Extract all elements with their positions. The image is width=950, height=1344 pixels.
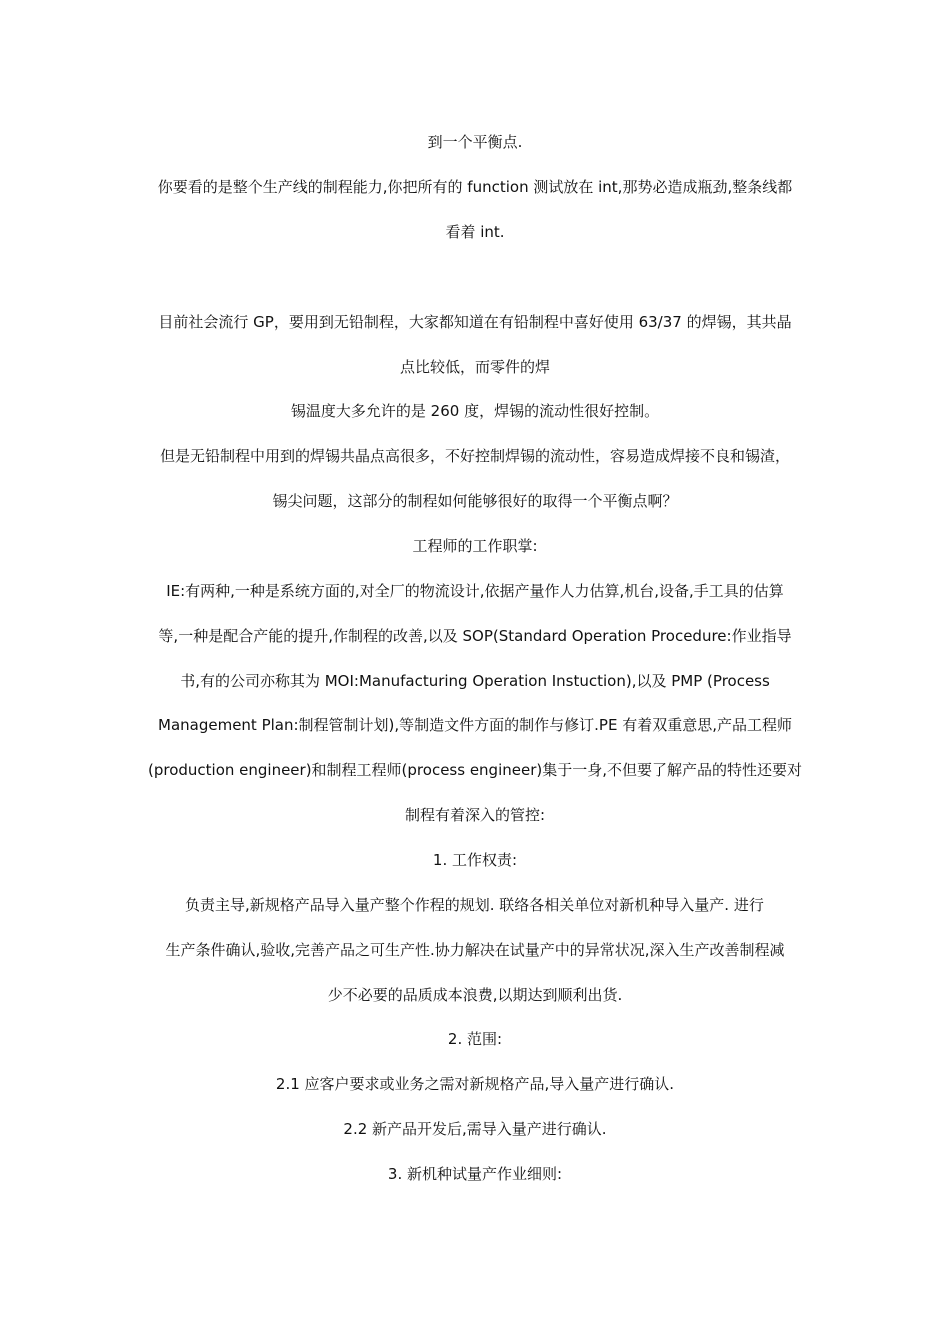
text-line: 2.1 应客户要求或业务之需对新规格产品,导入量产进行确认. (275, 1075, 675, 1093)
text-line: IE:有两种,一种是系统方面的,对全厂的物流设计,依据产量作人力估算,机台,设备,手工具的估算 (166, 582, 784, 600)
text-line: 你要看的是整个生产线的制程能力,你把所有的 function 测试放在 int,那势必造成瓶劲,整条线都 (157, 178, 793, 196)
section-heading: 1. 工作权责: (432, 851, 518, 869)
text-line: 书,有的公司亦称其为 MOI:Manufacturing Operation Instuction),以及 PMP (Process (180, 672, 770, 690)
text-line: 少不必要的品质成本浪费,以期达到顺利出货. (327, 986, 623, 1004)
text-line: 看着 int. (445, 223, 505, 241)
text-line: 负责主导,新规格产品导入量产整个作程的规划. 联络各相关单位对新机种导入量产. 进行 (185, 896, 764, 914)
section-heading: 2. 范围: (447, 1030, 503, 1048)
text-line: 生产条件确认,验收,完善产品之可生产性.协力解决在试量产中的异常状况,深入生产改善制程减 (165, 941, 785, 959)
text-line: 2.2 新产品开发后,需导入量产进行确认. (343, 1120, 607, 1138)
text-line: 等,一种是配合产能的提升,作制程的改善,以及 SOP(Standard Operation Procedure:作业指导 (158, 627, 792, 645)
text-line: 点比较低，而零件的焊 (399, 358, 550, 376)
text-line: Management Plan:制程管制计划),等制造文件方面的制作与修订.PE 有着双重意思,产品工程师 (158, 716, 792, 734)
text-line: 锡温度大多允许的是 260 度，焊锡的流动性很好控制。 (290, 402, 660, 420)
text-line: 锡尖问题，这部分的制程如何能够很好的取得一个平衡点啊？ (272, 492, 678, 510)
text-line: 目前社会流行 GP，要用到无铅制程，大家都知道在有铅制程中喜好使用 63/37 的焊锡，其共晶 (158, 313, 792, 331)
section-heading: 3. 新机种试量产作业细则: (387, 1165, 563, 1183)
text-line: 制程有着深入的管控: (404, 806, 546, 824)
text-line: (production engineer)和制程工程师(process engineer)集于一身,不但要了解产品的特性还要对 (147, 761, 802, 779)
text-line: 到一个平衡点. (427, 133, 523, 151)
text-line: 但是无铅制程中用到的焊锡共晶点高很多，不好控制焊锡的流动性，容易造成焊接不良和锡渣， (159, 447, 790, 465)
section-heading: 工程师的工作职掌: (412, 537, 538, 555)
